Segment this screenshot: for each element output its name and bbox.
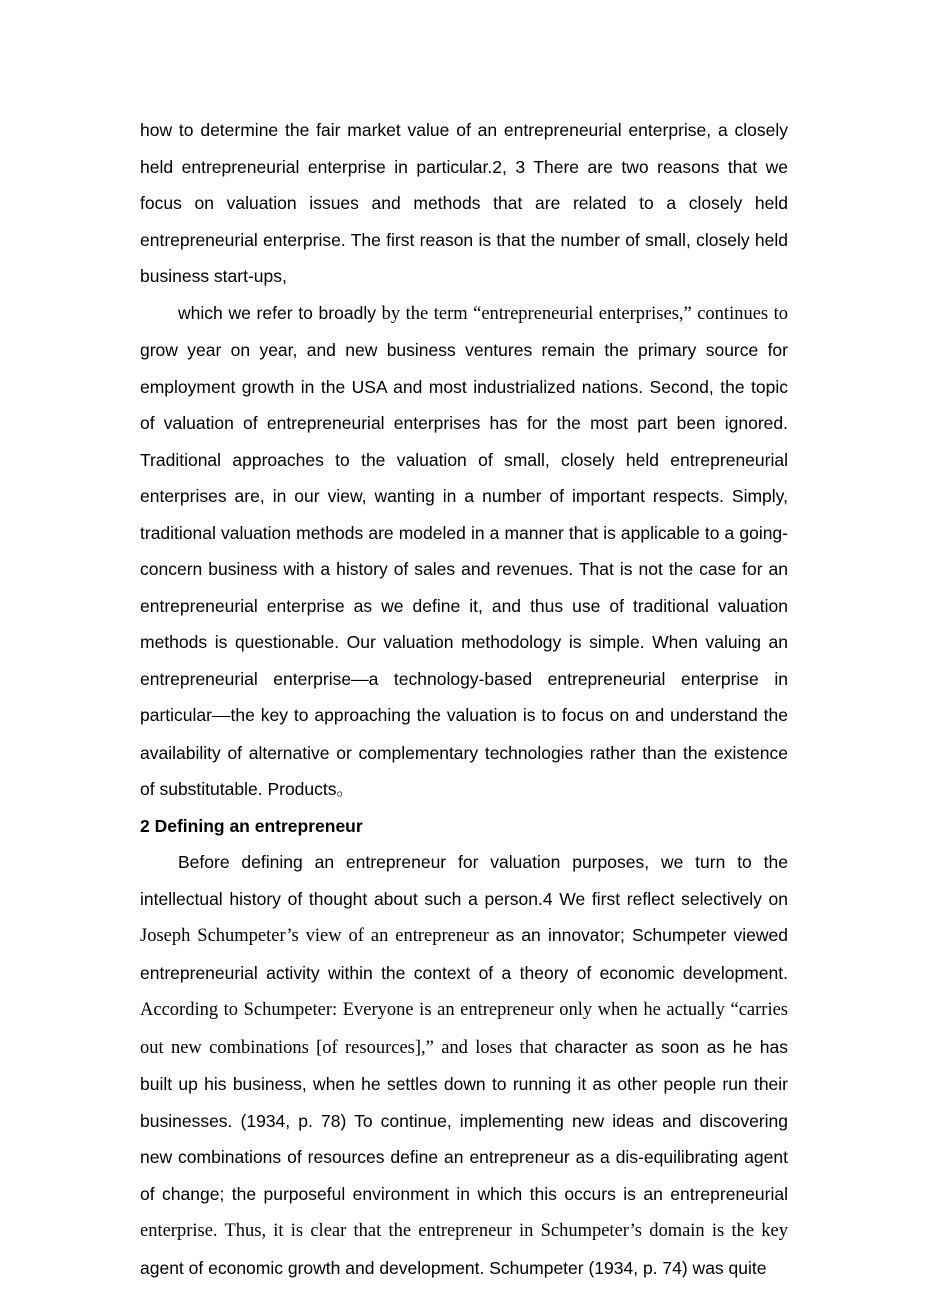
text-run: Joseph Schumpeter’s view of an entrepreneur	[140, 926, 496, 946]
document-body	[140, 112, 788, 1286]
text-run: which we refer to broadly	[178, 302, 382, 323]
paragraph	[140, 112, 788, 295]
text-run: —	[211, 706, 231, 726]
paragraph	[140, 844, 788, 1286]
text-run: According to Schumpeter: Everyone is an entrepreneur only when he actually “carries out new combinations [of resources],” and loses that	[140, 1000, 788, 1058]
section-heading	[140, 808, 788, 845]
text-run: how to determine the fair market value of an entrepreneurial enterprise, a closely held entrepreneurial enterprise in particular.2, 3 There are two reasons that we focus on valuation issues and methods that are related to a closely held entrepreneurial enterprise. The first reason is that the number of small, closely held business start-ups,	[140, 120, 788, 286]
text-run: agent of economic growth and development. Schumpeter (1934, p. 74) was quite	[140, 1257, 767, 1278]
text-run: the key to approaching the valuation is to focus on and understand the availability of alternative or complementary technologies rather than the existence of substitutable. Products。	[140, 705, 788, 799]
text-run: as an innovator; Schumpeter viewed entrepreneurial activity within the context of a theory of economic development.	[140, 925, 788, 983]
paragraph	[140, 295, 788, 808]
text-run: by the term “entrepreneurial enterprises,” continues to	[381, 303, 788, 324]
text-run: 2 Defining an entrepreneur	[140, 815, 363, 836]
text-run: character as soon as he has built up his business, when he settles down to running it as other people run their businesses. (1934, p. 78) To continue, implementing new ideas and discovering new combinations of resources define an entrepreneur as a dis-equilibrating agent of change; the purposeful environment in which this occurs is an entrepreneurial	[140, 1036, 788, 1204]
text-run: Before defining an entrepreneur for valuation purposes, we turn to the intellectual history of thought about such a person.4 We first reflect selectively on	[140, 852, 788, 909]
text-run: grow year on year, and new business ventures remain the primary source for employment growth in the USA and most industrialized nations. Second, the topic of valuation of entrepreneurial enterprises has for the most part been ignored. Traditional approaches to the valuation of small, closely held entrepreneurial enterprises are, in our view, wanting in a number of important respects. Simply, traditional valuation methods are modeled in a manner that is applicable to a going-concern business with a history of sales and revenues. That is not the case for an entrepreneurial enterprise as we define it, and thus use of traditional valuation methods is questionable. Our valuation methodology is simple. When valuing an entrepreneurial enterprise—a technology-based entrepreneurial enterprise in particular	[140, 340, 788, 725]
text-run: enterprise. Thus, it is clear that the entrepreneur in Schumpeter’s domain is the key	[140, 1221, 788, 1241]
